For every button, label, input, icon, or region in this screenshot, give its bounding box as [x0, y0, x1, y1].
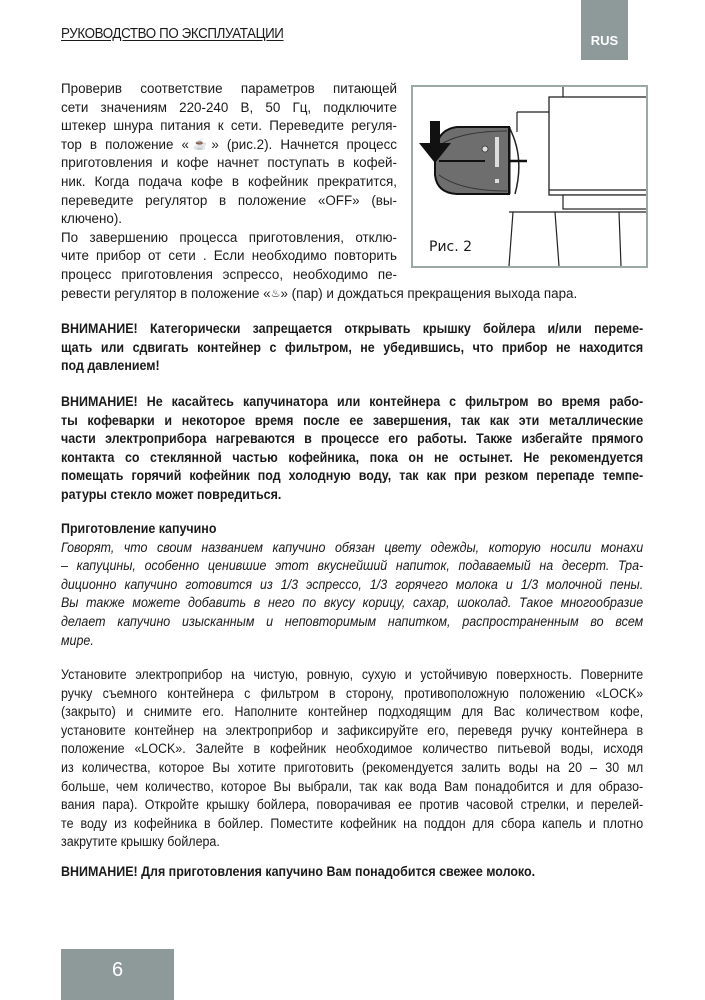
figure-regulator: [411, 85, 648, 268]
preparation-instructions: [61, 666, 643, 852]
text-line: положение «LOCK». Залейте в кофейник необходимое количество питьевой воды, исходя: [61, 741, 644, 757]
section-heading: Приготовление капучино: [61, 521, 217, 536]
warning-fresh-milk: [61, 863, 643, 882]
text-line: приготовления и кофе начнет поступать в кофей-: [61, 155, 397, 171]
cappuccino-heading: [61, 520, 643, 539]
text-line: под давлением!: [61, 358, 160, 374]
intro-paragraph-last-line: [61, 285, 631, 304]
document-header-title: РУКОВОДСТВО ПО ЭКСПЛУАТАЦИИ: [61, 26, 284, 42]
text-line: ключено).: [61, 211, 123, 227]
text-line: помещать горячий кофейник под холодную воду, так как при резком перепаде темпе-: [61, 468, 644, 484]
text-line: делает капучино изысканным и неповторимым напитком, распространенным во всем: [61, 613, 644, 629]
page-number-badge: [61, 949, 174, 1000]
text-line: установите контейнер на электроприбор и зафиксируйте его, переведя ручку контейнера в: [61, 722, 644, 738]
text-line: переведите регулятор в положение «OFF» (вы-: [61, 192, 397, 208]
text-line: – капуцины, особенно ценившие этот вкуснейший напиток, подаваемый на десерт. Тра-: [61, 558, 644, 574]
text-line: ратуры стекло может повредиться.: [61, 486, 282, 502]
text-line-with-coffee-symbol: тор в положение «☕» (рис.2). Начнется процесс: [61, 136, 397, 152]
text-line: ВНИМАНИЕ! Категорически запрещается открывать крышку бойлера и/или переме-: [61, 321, 644, 336]
text-line: ты кофеварки и некоторое время после ее завершения, так как эти металлические: [61, 412, 644, 428]
language-badge: [581, 0, 628, 60]
text-line: По завершению процесса приготовления, отклю-: [61, 229, 397, 245]
text-line: диционно капучино готовится из 1/3 эспрессо, 1/3 горячего молока и 1/3 молочной пены.: [61, 576, 644, 592]
text-line: больше, чем количество, которое Вы выбрали, так как вода Вам понадобится и для образо-: [61, 778, 644, 794]
page-number: 6: [111, 959, 124, 981]
text-line: Говорят, что своим названием капучино обязан цвету одежды, которую носили монахи: [61, 539, 644, 555]
text-line: контакта со стеклянной частью кофейника, пока он не остынет. Не рекомендуется: [61, 449, 644, 465]
text-line: мире.: [61, 632, 94, 648]
text-line: штекер шнура питания к сети. Переведите регуля-: [61, 118, 397, 134]
text-line: сети значениям 220-240 В, 50 Гц, подключите: [61, 99, 397, 115]
cappuccino-history: [61, 539, 643, 651]
text-line: чите прибор от сети . Если необходимо повторить: [61, 248, 397, 264]
text-line: щать или сдвигать контейнер с фильтром, не убедившись, что прибор не находится: [61, 339, 644, 355]
warning-hot-parts: [61, 393, 643, 505]
language-badge-label: RUS: [590, 33, 619, 48]
text-line: части электроприбора нагреваются в процессе его работы. Также избегайте прямого: [61, 431, 644, 447]
text-line: ник. Когда подача кофе в кофейник прекратится,: [61, 173, 397, 189]
text-line: процесс приготовления эспрессо, необходимо пе-: [61, 266, 397, 282]
steam-icon: ♨: [270, 287, 281, 300]
intro-paragraph: [61, 80, 397, 285]
text-line: те воду из кофейника в бойлер. Поместите кофейник на поддон для сбора капель и плотно: [61, 815, 644, 831]
text-line: Вы также можете добавить в него по вкусу корицу, сахар, шоколад. Такое многообразие: [61, 595, 644, 611]
warning-pressure: [61, 320, 643, 376]
text-line: из количества, которое Вы хотите приготовить (рекомендуется залить воды на 20 – 30 мл: [61, 759, 644, 775]
text-line: ручку съемного контейнера с фильтром в сторону, противоположную положению «LOCK»: [61, 685, 644, 701]
coffee-cup-icon: ☕: [188, 138, 212, 151]
text-line: ВНИМАНИЕ! Не касайтесь капучинатора или контейнера с фильтром во время рабо-: [61, 394, 644, 409]
text-line: вания пара). Откройте крышку бойлера, поворачивая ее против часовой стрелки, и перелей-: [61, 797, 644, 813]
text-line-with-steam-symbol: ревести регулятор в положение «♨» (пар) и дождаться прекращения выхода пара.: [61, 285, 578, 301]
text-line: Установите электроприбор на чистую, ровную, сухую и устойчивую поверхность. Поверните: [61, 667, 644, 682]
figure-caption: Рис. 2: [429, 239, 473, 255]
text-line: (закрыто) и снимите его. Наполните контейнер подходящим для Вас количеством кофе,: [61, 704, 644, 720]
text-line: ВНИМАНИЕ! Для приготовления капучино Вам понадобится свежее молоко.: [61, 864, 536, 879]
text-line: Проверив соответствие параметров питающей: [61, 81, 397, 96]
text-line: закрутите крышку бойлера.: [61, 834, 220, 850]
